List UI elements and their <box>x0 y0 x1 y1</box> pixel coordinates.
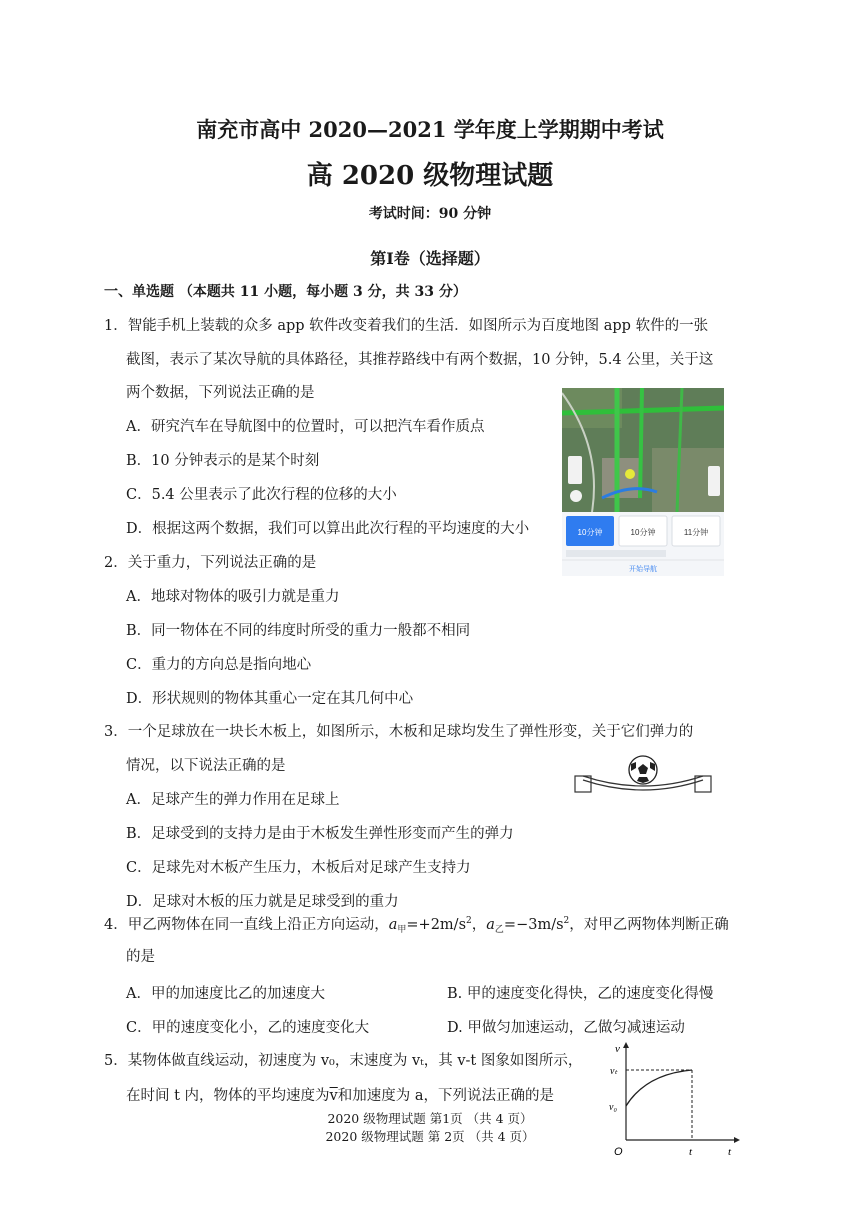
accel-yi-symbol: a <box>486 917 495 933</box>
accel-jia-unit-exponent: 2 <box>466 916 472 927</box>
q5-stem-line1: 5．某物体做直线运动，初速度为 v₀，末速度为 vₜ，其 v-t 图象如图所示， <box>104 1053 583 1069</box>
q1-option-c: C．5.4 公里表示了此次行程的位移的大小 <box>126 487 397 503</box>
graph-v-axis-label: v <box>615 1043 620 1055</box>
q3-option-b: B．足球受到的支持力是由于木板发生弹性形变而产生的弹力 <box>126 826 514 842</box>
q2-stem: 2．关于重力，下列说法正确的是 <box>104 555 317 571</box>
navigation-map-figure <box>562 388 724 576</box>
graph-t-marker-label: t <box>689 1146 693 1158</box>
graph-v0-label: v₀ <box>609 1102 617 1113</box>
q2-option-d: D．形状规则的物体其重心一定在其几何中心 <box>126 691 414 707</box>
average-velocity-symbol: $\overline{v}$ <box>329 1088 338 1104</box>
q3-option-d: D．足球对木板的压力就是足球受到的重力 <box>126 894 399 910</box>
q4-option-d: D. 甲做匀加速运动，乙做匀减速运动 <box>447 1020 685 1036</box>
football-on-plank-figure <box>573 754 713 798</box>
exam-time: 考试时间：90 分钟 <box>368 206 492 222</box>
graph-origin-label: O <box>614 1146 623 1158</box>
part-heading: 第Ⅰ卷（选择题） <box>370 249 490 268</box>
page-footer-1: 2020 级物理试题 第1页 （共 4 页） <box>327 1111 533 1126</box>
q4-stem-line2: 的是 <box>126 949 155 965</box>
q4-stem-intro: 4．甲乙两物体在同一直线上沿正方向运动， <box>104 917 389 933</box>
page-footer-2: 2020 级物理试题 第 2页 （共 4 页） <box>325 1129 535 1144</box>
q4-stem-line1 <box>104 913 729 935</box>
q2-option-a: A．地球对物体的吸引力就是重力 <box>126 589 340 605</box>
map-route-tab-1: 10分钟 <box>577 528 603 537</box>
q2-option-b: B．同一物体在不同的纬度时所受的重力一般都不相同 <box>126 623 471 639</box>
q4-option-a: A．甲的加速度比乙的加速度大 <box>126 986 325 1002</box>
q1-stem-line1: 1．智能手机上装载的众多 app 软件改变着我们的生活．如图所示为百度地图 app 软件的一张 <box>104 318 709 334</box>
q5-stem-line2-start: 在时间 t 内，物体的平均速度为 <box>126 1088 330 1104</box>
accel-yi-unit-exponent: 2 <box>563 916 570 927</box>
q4-option-c: C．甲的速度变化小，乙的速度变化大 <box>126 1020 370 1036</box>
section-heading: 一、单选题 （本题共 11 小题，每小题 3 分，共 33 分） <box>104 284 467 300</box>
q3-stem-line1: 3．一个足球放在一块长木板上，如图所示，木板和足球均发生了弹性形变，关于它们弹力的 <box>104 724 694 740</box>
accel-jia-value: =+2m/s <box>406 917 467 933</box>
q3-option-a: A．足球产生的弹力作用在足球上 <box>126 792 340 808</box>
accel-separator: ， <box>471 917 487 933</box>
q1-option-b: B．10 分钟表示的是某个时刻 <box>126 453 320 469</box>
map-route-tab-2: 10分钟 <box>630 528 656 537</box>
q1-stem-line2: 截图，表示了某次导航的具体路径，其推荐路线中有两个数据，10 分钟，5.4 公里，关于这 <box>126 352 714 368</box>
accel-jia-subscript: 甲 <box>397 925 407 935</box>
graph-t-axis-label: t <box>728 1146 732 1158</box>
q3-stem-line2: 情况，以下说法正确的是 <box>126 758 286 774</box>
q2-option-c: C．重力的方向总是指向地心 <box>126 657 312 673</box>
q4-option-b: B. 甲的速度变化得快，乙的速度变化得慢 <box>447 986 714 1002</box>
q1-option-d: D．根据这两个数据，我们可以算出此次行程的平均速度的大小 <box>126 521 530 537</box>
map-start-navigation: 开始导航 <box>629 566 657 573</box>
exam-title: 南充市高中 2020—2021 学年度上学期期中考试 <box>196 117 664 142</box>
graph-vt-label: vₜ <box>610 1066 618 1077</box>
exam-subtitle: 高 2020 级物理试题 <box>306 161 554 191</box>
q5-stem-line2-end: 和加速度为 a，下列说法正确的是 <box>337 1088 555 1104</box>
q1-stem-line3: 两个数据，下列说法正确的是 <box>126 385 315 401</box>
q1-option-a: A．研究汽车在导航图中的位置时，可以把汽车看作质点 <box>126 419 485 435</box>
accel-yi-value: =−3m/s <box>503 917 564 933</box>
q4-stem-end: ，对甲乙两物体判断正确 <box>569 917 729 933</box>
q5-stem-line2 <box>126 1084 554 1105</box>
q3-option-c: C．足球先对木板产生压力，木板后对足球产生支持力 <box>126 860 471 876</box>
accel-jia-symbol: a <box>388 917 398 933</box>
accel-yi-subscript: 乙 <box>494 925 504 935</box>
map-route-tab-3: 11分钟 <box>683 528 709 537</box>
